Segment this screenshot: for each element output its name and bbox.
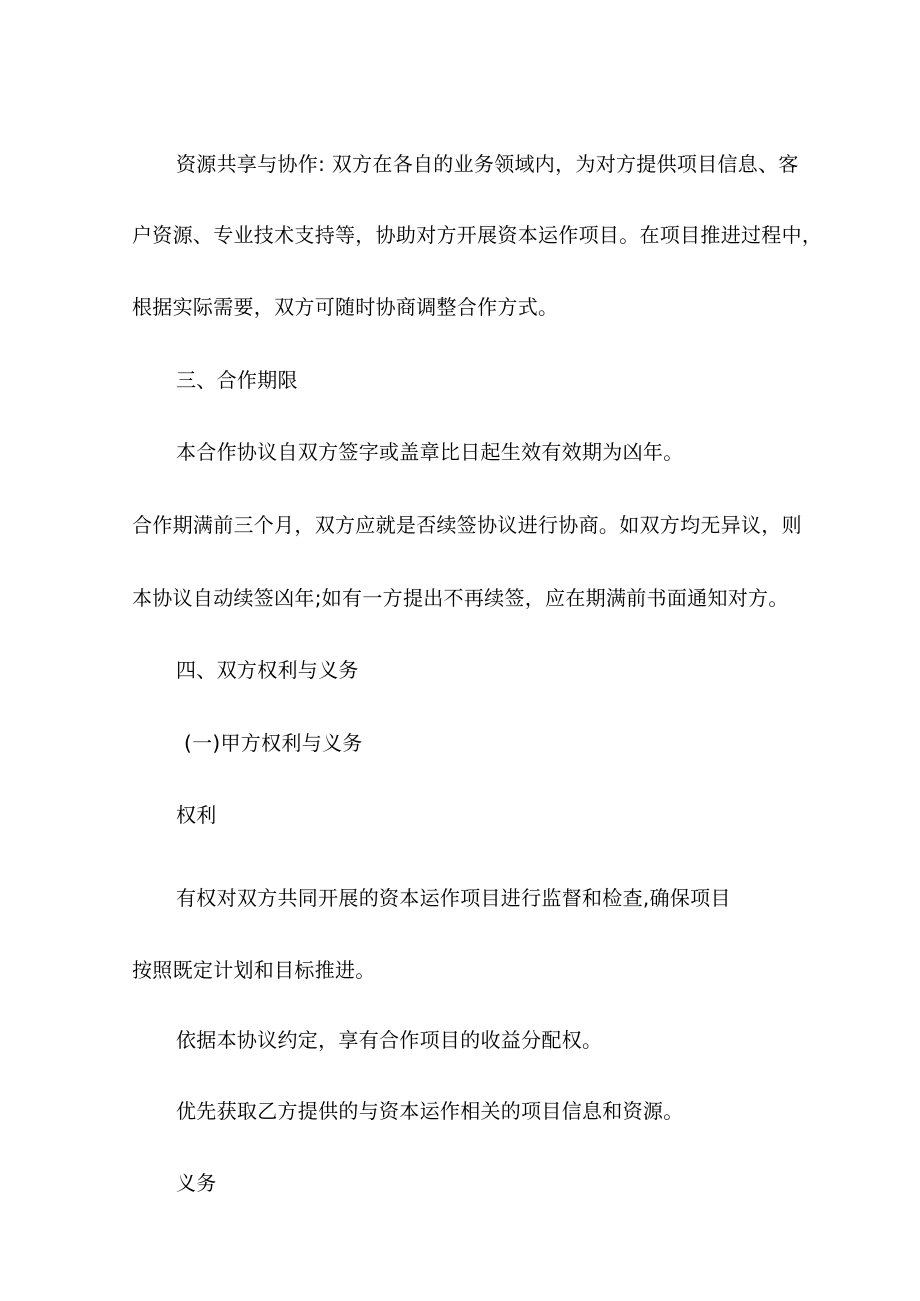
paragraph-renewal-line-2: 本协议自动续签凶年;如有一方提出不再续签，应在期满前书面通知对方。 xyxy=(132,586,789,610)
subsection-heading-party-a: (一)甲方权利与义务 xyxy=(184,731,363,755)
section-heading-term: 三、合作期限 xyxy=(176,368,298,392)
paragraph-resource-sharing-line-3: 根据实际需要，双方可随时协商调整合作方式。 xyxy=(132,295,559,319)
paragraph-supervision-line-1: 有权对双方共同开展的资本运作项目进行监督和检查,确保项目 xyxy=(176,886,731,910)
paragraph-resource-sharing-line-2: 户资源、专业技术支持等，协助对方开展资本运作项目。在项目推进过程中， xyxy=(132,223,823,247)
heading-obligations: 义务 xyxy=(176,1171,217,1195)
paragraph-effective-date: 本合作协议自双方签字或盖章比日起生效有效期为凶年。 xyxy=(176,440,684,464)
heading-rights: 权利 xyxy=(176,803,217,827)
paragraph-supervision-line-2: 按照既定计划和目标推进。 xyxy=(132,958,376,982)
paragraph-resource-sharing-line-1: 资源共享与协作: 双方在各自的业务领域内，为对方提供项目信息、客 xyxy=(176,152,799,176)
paragraph-profit-distribution: 依据本协议约定，享有合作项目的收益分配权。 xyxy=(176,1028,603,1052)
paragraph-priority-access: 优先获取乙方提供的与资本运作相关的项目信息和资源。 xyxy=(176,1099,684,1123)
paragraph-renewal-line-1: 合作期满前三个月，双方应就是否续签协议进行协商。如双方均无异议，则 xyxy=(132,513,802,537)
section-heading-rights-obligations: 四、双方权利与义务 xyxy=(176,658,359,682)
